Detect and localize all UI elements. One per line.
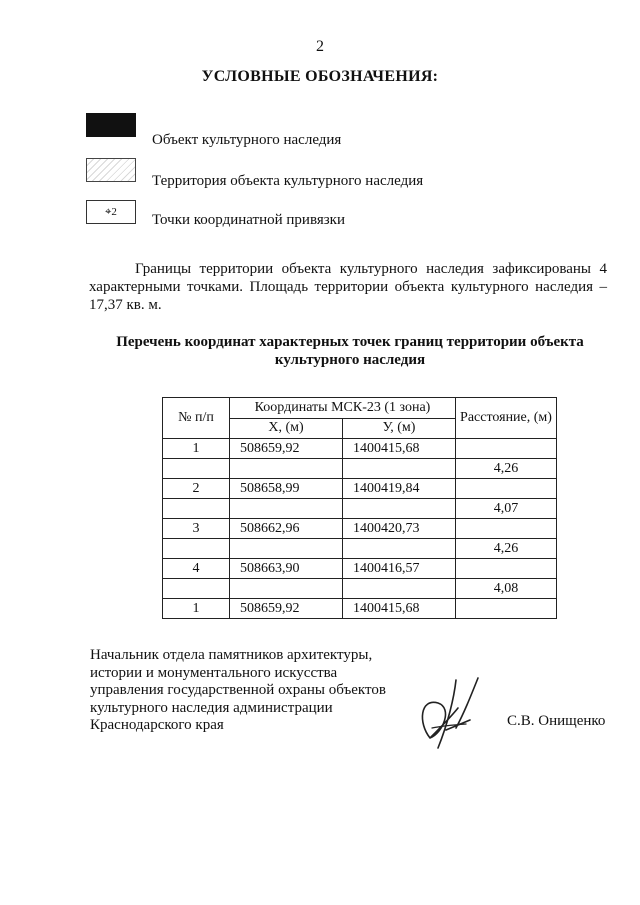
position-line: Начальник отдела памятников архитектуры, xyxy=(90,647,373,663)
legend-heading: УСЛОВНЫЕ ОБОЗНАЧЕНИЯ: xyxy=(201,68,439,85)
legend-swatch-territory xyxy=(86,158,136,182)
table-row xyxy=(163,519,557,539)
table-title-line2: культурного наследия xyxy=(274,352,426,368)
cell-distance: 4,26 xyxy=(456,459,557,479)
cell-x: 508663,90 xyxy=(230,559,343,579)
cell-num: 1 xyxy=(163,599,230,619)
cell-y: 1400419,84 xyxy=(343,479,456,499)
header-y: У, (м) xyxy=(343,418,456,439)
table-row xyxy=(163,539,557,559)
cell-x: 508659,92 xyxy=(230,439,343,459)
cell-x: 508658,99 xyxy=(230,479,343,499)
legend-label-object: Объект культурного наследия xyxy=(152,132,342,148)
legend-label-points: Точки координатной привязки xyxy=(152,212,345,228)
coordinates-table xyxy=(162,397,557,619)
boundary-description: Границы территории объекта культурного наследия зафиксированы 4 характерными точками. Площадь территории объекта культурного наследия – 17,37 кв. м. xyxy=(89,261,607,313)
cell-x xyxy=(230,539,343,559)
cell-y: 1400415,68 xyxy=(343,599,456,619)
signatory-position xyxy=(90,647,386,735)
table-row xyxy=(163,499,557,519)
table-row xyxy=(163,479,557,499)
header-distance: Расстояние, (м) xyxy=(456,398,557,439)
cell-x xyxy=(230,459,343,479)
cell-y xyxy=(343,539,456,559)
cell-num: 1 xyxy=(163,439,230,459)
cell-num: 2 xyxy=(163,479,230,499)
cell-distance xyxy=(456,519,557,539)
cell-x: 508662,96 xyxy=(230,519,343,539)
table-row xyxy=(163,559,557,579)
cell-num: 4 xyxy=(163,559,230,579)
table-title-line1: Перечень координат характерных точек границ территории объекта xyxy=(116,334,584,350)
cell-distance: 4,08 xyxy=(456,579,557,599)
cell-y: 1400415,68 xyxy=(343,439,456,459)
cell-num: 3 xyxy=(163,519,230,539)
table-title xyxy=(100,333,600,369)
cell-num xyxy=(163,579,230,599)
header-x: X, (м) xyxy=(230,418,343,439)
cell-y xyxy=(343,579,456,599)
cell-num xyxy=(163,539,230,559)
handwritten-signature xyxy=(408,668,503,753)
cell-x: 508659,92 xyxy=(230,599,343,619)
cell-x xyxy=(230,499,343,519)
cell-distance xyxy=(456,599,557,619)
table-row xyxy=(163,459,557,479)
position-line: культурного наследия администрации xyxy=(90,699,333,716)
position-line: истории и монументального искусства xyxy=(90,664,338,681)
cell-y xyxy=(343,499,456,519)
legend-swatch-object xyxy=(86,113,136,137)
position-line: Краснодарского края xyxy=(90,717,224,733)
cell-num xyxy=(163,459,230,479)
signatory-name: С.В. Онищенко xyxy=(507,713,606,729)
cell-y: 1400416,57 xyxy=(343,559,456,579)
cell-distance xyxy=(456,439,557,459)
table-row xyxy=(163,439,557,459)
cell-x xyxy=(230,579,343,599)
position-line: управления государственной охраны объектов xyxy=(90,682,386,698)
page-number: 2 xyxy=(316,38,324,55)
table-header-row xyxy=(163,398,557,419)
cell-distance xyxy=(456,479,557,499)
header-coords: Координаты МСК-23 (1 зона) xyxy=(230,398,456,419)
cell-y xyxy=(343,459,456,479)
table-row xyxy=(163,579,557,599)
cell-distance: 4,26 xyxy=(456,539,557,559)
cell-num xyxy=(163,499,230,519)
legend-label-territory: Территория объекта культурного наследия xyxy=(152,173,424,189)
crosshair-point-icon: ⌖2 xyxy=(105,205,117,218)
header-num: № п/п xyxy=(163,398,230,439)
table-row xyxy=(163,599,557,619)
cell-distance: 4,07 xyxy=(456,499,557,519)
legend-swatch-points xyxy=(86,200,136,224)
cell-distance xyxy=(456,559,557,579)
cell-y: 1400420,73 xyxy=(343,519,456,539)
